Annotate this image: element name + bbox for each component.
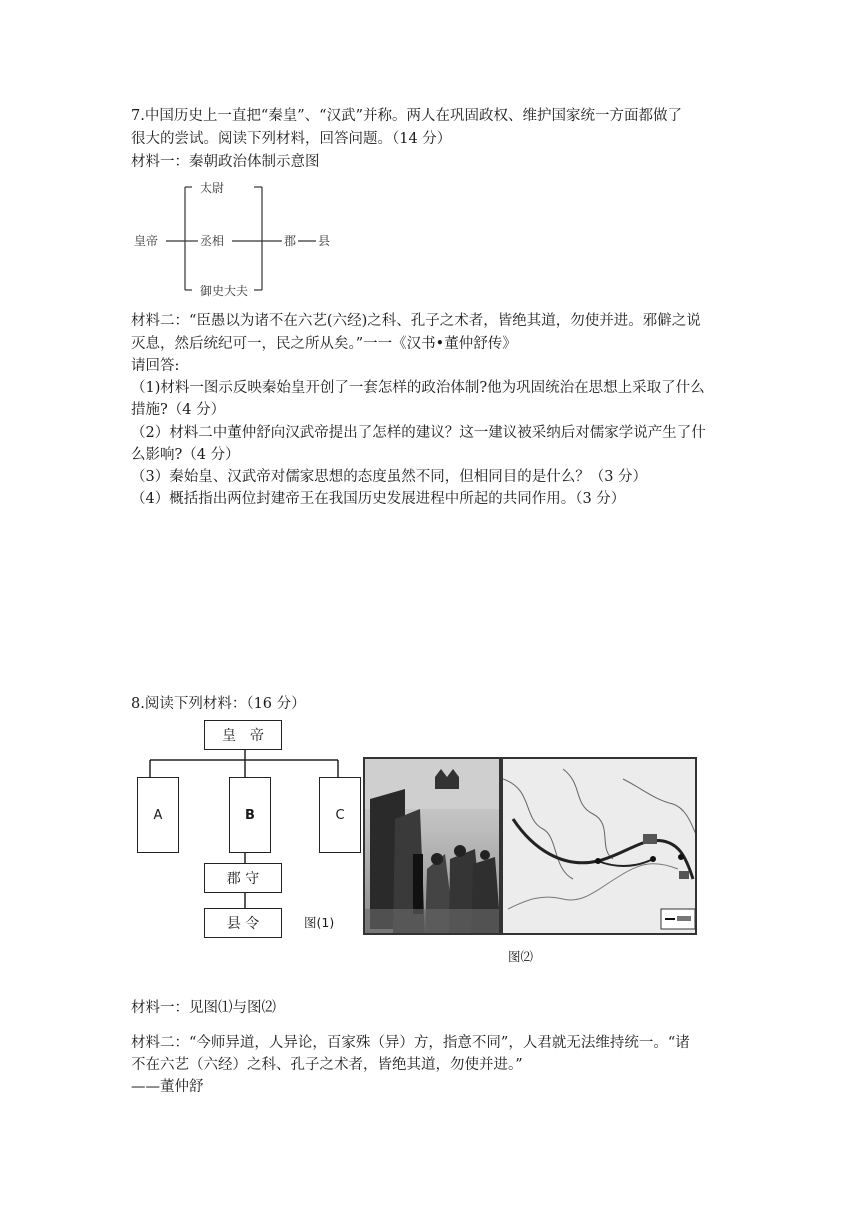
org-emperor-box: 皇 帝	[204, 720, 282, 750]
q7-question2-line2: 么影响?（4 分）	[131, 447, 240, 463]
diagram-xian: 县	[318, 234, 331, 248]
q7-question3: （3）秦始皇、汉武帝对儒家思想的态度虽然不同，但相同目的是什么？（3 分）	[131, 469, 648, 485]
q7-intro-line1: 7.中国历史上一直把“秦皇”、“汉武”并称。两人在巩固政权、维护国家统一方面都做了	[131, 108, 682, 124]
diagram-chengxiang: 丞相	[200, 234, 225, 248]
diagram-emperor: 皇帝	[134, 234, 159, 248]
q7-material1-label: 材料一：秦朝政治体制示意图	[131, 154, 320, 170]
q8-material2-line1: 材料二：“今师异道，人异论，百家殊（异）方，指意不同”，人君就无法维持统一。“诸	[131, 1035, 690, 1051]
q7-material2-line1: 材料二：“臣愚以为诸不在六艺(六经)之科、孔子之术者，皆绝其道，勿使并进。邪僻之说	[131, 313, 701, 329]
q8-material2-line2: 不在六艺（六经）之科、孔子之术者，皆绝其道，勿使并进。”	[131, 1057, 523, 1073]
diagram-yushi: 御史大夫	[200, 284, 249, 298]
q8-material1: 材料一：见图⑴与图⑵	[131, 1000, 276, 1016]
org-junshou-box: 郡 守	[204, 863, 282, 893]
q7-intro-line2: 很大的尝试。阅读下列材料，回答问题。（14 分）	[131, 131, 452, 147]
org-box-a: A	[137, 777, 179, 853]
route-map	[501, 757, 697, 935]
org-box-b: B	[229, 777, 271, 853]
q7-material2-line2: 灭息，然后统纪可一，民之所从矣。”一一《汉书•董仲舒传》	[131, 336, 517, 352]
q8-title: 8.阅读下列材料：（16 分）	[131, 696, 306, 712]
fig2-caption: 图⑵	[508, 949, 534, 964]
q8-source: ——董仲舒	[131, 1079, 204, 1095]
diagram-jun: 郡	[284, 234, 297, 248]
q7-prompt: 请回答:	[131, 358, 180, 374]
q7-question4: （4）概括指出两位封建帝王在我国历史发展进程中所起的共同作用。（3 分）	[131, 491, 626, 507]
q7-question1-line1: （1)材料一图示反映秦始皇开创了一套怎样的政治体制?他为巩固统治在思想上采取了什么	[131, 380, 705, 396]
org-xianling-box: 县 令	[204, 908, 282, 938]
qin-political-system-diagram	[130, 175, 350, 300]
fig1-caption: 图(1)	[304, 915, 335, 930]
org-box-c: C	[319, 777, 361, 853]
historical-photo	[363, 757, 501, 935]
diagram-taiwei: 太尉	[200, 181, 225, 195]
q7-question2-line1: （2）材料二中董仲舒向汉武帝提出了怎样的建议？这一建议被采纳后对儒家学说产生了什	[131, 425, 706, 441]
q7-question1-line2: 措施?（4 分）	[131, 402, 226, 418]
